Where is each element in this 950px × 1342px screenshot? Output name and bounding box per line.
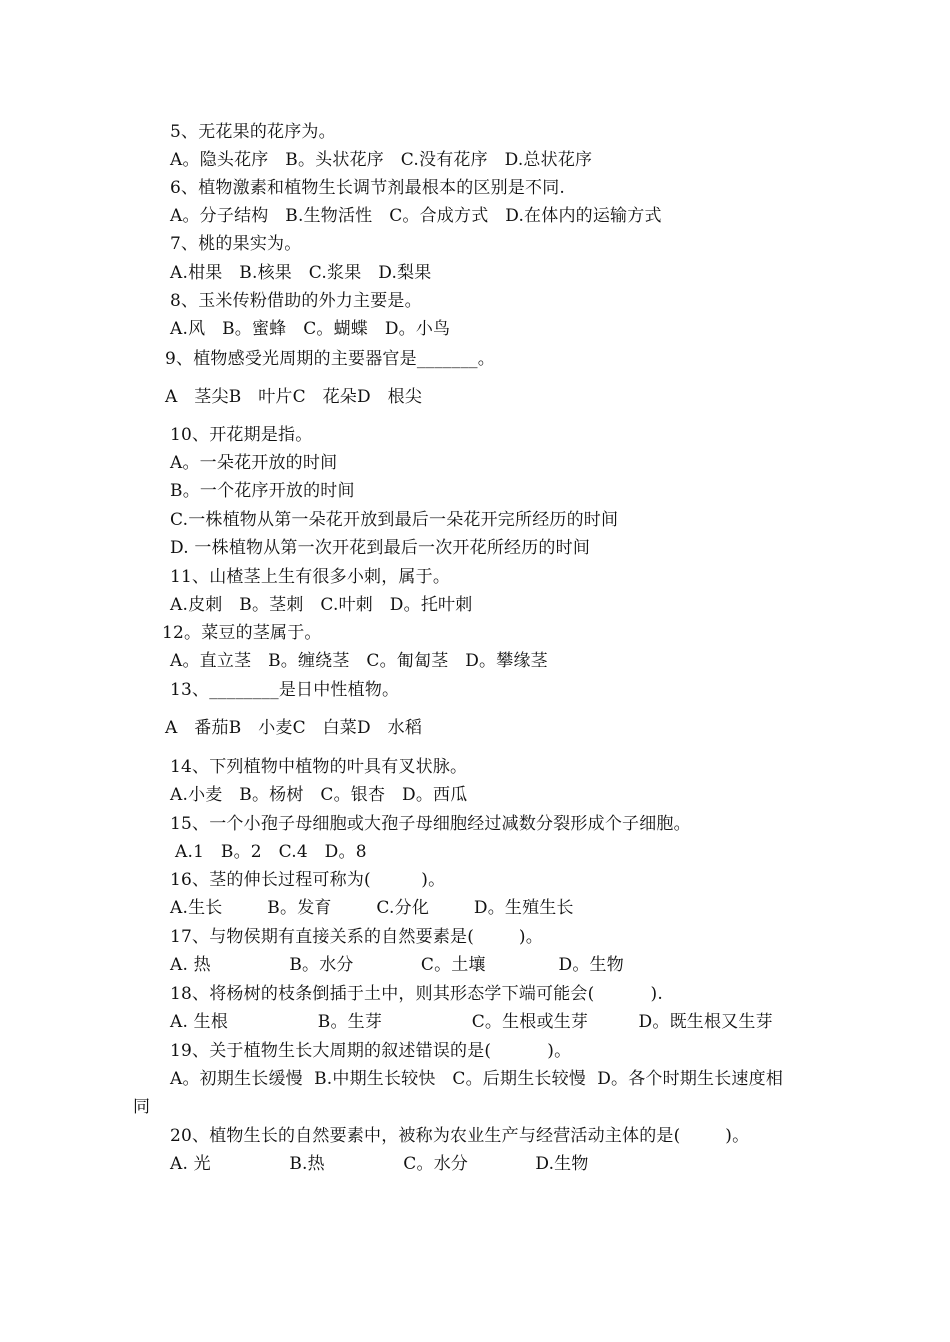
- question-10-option-b: B。一个花序开放的时间: [170, 481, 355, 501]
- question-18-options: A. 生根 B。生芽 C。生根或生芽 D。既生根又生芽: [170, 1012, 773, 1032]
- question-6: 6、植物激素和植物生长调节剂最根本的区别是不同.: [170, 178, 566, 198]
- question-19-options: A。初期生长缓慢 B.中期生长较快 C。后期生长较慢 D。各个时期生长速度相: [170, 1069, 784, 1089]
- question-10: 10、开花期是指。: [170, 425, 313, 445]
- question-15: 15、一个小孢子母细胞或大孢子母细胞经过减数分裂形成个子细胞。: [170, 814, 691, 834]
- question-18: 18、将杨树的枝条倒插于土中，则其形态学下端可能会( ).: [170, 984, 663, 1004]
- question-10-option-c: C.一株植物从第一朵花开放到最后一朵花开完所经历的时间: [170, 510, 619, 530]
- question-7-options: A.柑果 B.核果 C.浆果 D.梨果: [170, 263, 432, 283]
- question-20-options: A. 光 B.热 C。水分 D.生物: [170, 1154, 589, 1174]
- question-10-option-d: D. 一株植物从第一次开花到最后一次开花所经历的时间: [170, 538, 591, 558]
- question-9: 9、植物感受光周期的主要器官是_______。: [165, 349, 495, 369]
- question-6-options: A。分子结构 B.生物活性 C。合成方式 D.在体内的运输方式: [170, 206, 662, 226]
- question-12: 12。菜豆的茎属于。: [162, 623, 322, 643]
- question-14: 14、下列植物中植物的叶具有叉状脉。: [170, 757, 468, 777]
- question-14-options: A.小麦 B。杨树 C。银杏 D。西瓜: [170, 785, 468, 805]
- question-15-options: A.1 B。2 C.4 D。8: [175, 842, 367, 862]
- question-7: 7、桃的果实为。: [170, 234, 302, 254]
- question-19-options-continued: 同: [133, 1097, 151, 1117]
- question-12-options: A。直立茎 B。缠绕茎 C。匍匐茎 D。攀缘茎: [170, 651, 548, 671]
- question-17: 17、与物侯期有直接关系的自然要素是( )。: [170, 927, 543, 947]
- question-20: 20、植物生长的自然要素中，被称为农业生产与经营活动主体的是( )。: [170, 1126, 750, 1146]
- question-11-options: A.皮刺 B。茎刺 C.叶刺 D。托叶刺: [170, 595, 473, 615]
- question-9-options: A 茎尖B 叶片C 花朵D 根尖: [165, 387, 423, 407]
- question-13-options: A 番茄B 小麦C 白菜D 水稻: [165, 718, 423, 738]
- question-19: 19、关于植物生长大周期的叙述错误的是( )。: [170, 1041, 572, 1061]
- question-5: 5、无花果的花序为。: [170, 122, 336, 142]
- question-5-options: A。隐头花序 B。头状花序 C.没有花序 D.总状花序: [170, 150, 593, 170]
- question-11: 11、山楂茎上生有很多小刺，属于。: [170, 567, 451, 587]
- question-16: 16、茎的伸长过程可称为( )。: [170, 870, 446, 890]
- question-13: 13、________是日中性植物。: [170, 680, 400, 700]
- question-8-options: A.风 B。蜜蜂 C。蝴蝶 D。小鸟: [170, 319, 451, 339]
- question-8: 8、玉米传粉借助的外力主要是。: [170, 291, 422, 311]
- question-16-options: A.生长 B。发育 C.分化 D。生殖生长: [170, 898, 574, 918]
- question-17-options: A. 热 B。水分 C。土壤 D。生物: [170, 955, 624, 975]
- question-10-option-a: A。一朵花开放的时间: [170, 453, 338, 473]
